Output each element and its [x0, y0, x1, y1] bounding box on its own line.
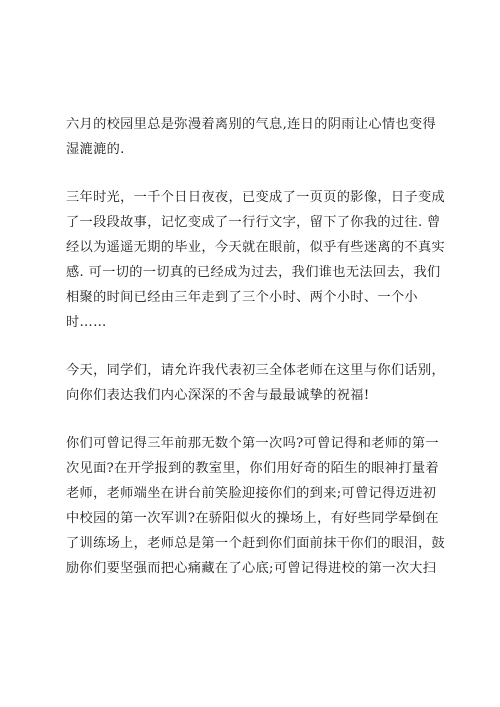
text-line: 了训练场上，老师总是第一个赶到你们面前抹干你们的眼泪，鼓	[66, 536, 446, 551]
text-line: 经以为遥遥无期的毕业，今天就在眼前，似乎有些迷离的不真实	[66, 240, 446, 255]
text-line: 老师，老师端坐在讲台前笑脸迎接你们的到来;可曾记得迈进初	[66, 486, 437, 501]
text-line: 向你们表达我们内心深深的不舍与最最诚挚的祝福!	[66, 388, 370, 403]
paragraph-3	[66, 358, 446, 408]
text-line: 三年时光，一千个日日夜夜，已变成了一页页的影像，日子变成	[66, 190, 446, 205]
text-line: 你们可曾记得三年前那无数个第一次吗?可曾记得和老师的第一	[66, 436, 439, 451]
text-line: 相聚的时间已经由三年走到了三个小时、两个小时、一个小	[66, 290, 418, 305]
text-line: 励你们要坚强而把心痛藏在了心底;可曾记得进校的第一次大扫	[66, 561, 437, 576]
text-line: 了一段段故事，记忆变成了一行行文字，留下了你我的过往. 曾	[66, 215, 441, 230]
text-line: 六月的校园里总是弥漫着离别的气息,连日的阴雨让心情也变得	[66, 117, 437, 132]
text-line: 时……	[66, 315, 107, 330]
paragraph-2	[66, 185, 446, 335]
text-line: 中校园的第一次军训?在骄阳似火的操场上，有好些同学晕倒在	[66, 511, 439, 526]
text-line: 次见面?在开学报到的教室里，你们用好奇的陌生的眼神打量着	[66, 461, 439, 476]
text-line: 今天，同学们，请允许我代表初三全体老师在这里与你们话别，	[66, 363, 446, 378]
paragraph-1	[66, 112, 446, 162]
paragraph-4	[66, 431, 446, 581]
document-body	[66, 112, 446, 603]
text-line: 感. 可一切的一切真的已经成为过去，我们谁也无法回去，我们	[66, 265, 441, 280]
text-line: 湿漉漉的.	[66, 142, 125, 157]
